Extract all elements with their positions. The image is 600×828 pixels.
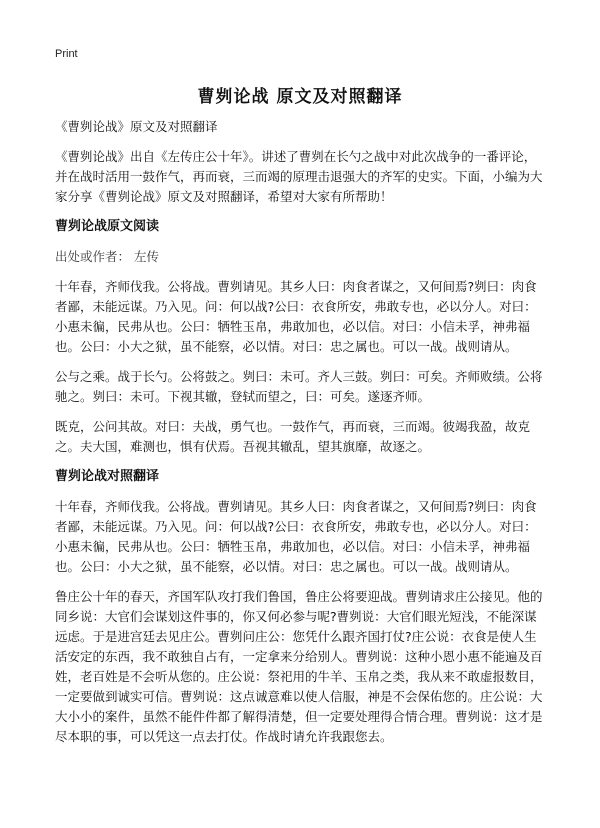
article-subtitle: 《曹刿论战》原文及对照翻译	[55, 119, 218, 134]
original-paragraph: 公与之乘。战于长勺。公将鼓之。刿曰：未可。齐人三鼓。刿曰：可矣。齐师败绩。公将驰之。刿曰：未可。下视其辙，登轼而望之，曰：可矣。遂逐齐师。	[55, 369, 543, 404]
original-paragraph: 十年春，齐师伐我。公将战。曹刿请见。其乡人曰：肉食者谋之，又何间焉?刿曰：肉食者鄙，未能远谋。乃入见。问：何以战?公曰：衣食所安，弗敢专也，必以分人。对曰：小惠未徧，民弗从也。公曰：牺牲玉帛，弗敢加也，必以信。对曰：小信未孚，神弗福也。公曰：小大之狱，虽不能察，必以情。对曰：忠之属也。可以一战。战则请从。	[55, 279, 537, 354]
translation-original-paragraph: 十年春，齐师伐我。公将战。曹刿请见。其乡人曰：肉食者谋之，又何间焉?刿曰：肉食者鄙，未能远谋。乃入见。问：何以战?公曰：衣食所安，弗敢专也，必以分人。对曰：小惠未徧，民弗从也。公曰：牺牲玉帛，弗敢加也，必以信。对曰：小信未孚，神弗福也。公曰：小大之狱，虽不能察，必以情。对曰：忠之属也。可以一战。战则请从。	[55, 499, 537, 574]
section-heading-original: 曹刿论战原文阅读	[55, 219, 160, 234]
translation-paragraph: 鲁庄公十年的春天，齐国军队攻打我们鲁国，鲁庄公将要迎战。曹刿请求庄公接见。他的同乡说：大官们会谋划这件事的，你又何必参与呢?曹刿说：大官们眼光短浅，不能深谋远虑。于是进宫廷去见庄公。曹刿问庄公：您凭什么跟齐国打仗?庄公说：衣食是使人生活安定的东西，我不敢独自占有，一定拿来分给别人。曹刿说：这种小恩小惠不能遍及百姓，老百姓是不会听从您的。庄公说：祭祀用的牛羊、玉帛之类，我从来不敢虚报数目，一定要做到诚实可信。曹刿说：这点诚意难以使人信服，神是不会保佑您的。庄公说：大大小小的案件，虽然不能件件都了解得清楚，但一定要处理得合情合理。曹刿说：这才是尽本职的事，可以凭这一点去打仗。作战时请允许我跟您去。	[55, 589, 543, 744]
print-link[interactable]: Print	[55, 48, 78, 60]
page-title: 曹刿论战 原文及对照翻译	[197, 87, 403, 107]
original-paragraph: 既克，公问其故。对曰：夫战，勇气也。一鼓作气，再而衰，三而竭。彼竭我盈，故克之。夫大国，难测也，惧有伏焉。吾视其辙乱，望其旗靡，故逐之。	[55, 419, 531, 454]
article-body	[55, 117, 545, 757]
source-line: 出处或作者： 左传	[55, 249, 159, 264]
section-heading-translation: 曹刿论战对照翻译	[55, 469, 160, 484]
article-summary: 《曹刿论战》出自《左传庄公十年》。讲述了曹刿在长勺之战中对此次战争的一番评论，并在战时活用一鼓作气，再而衰，三而竭的原理击退强大的齐军的史实。下面，小编为大家分享《曹刿论战》原文及对照翻译，希望对大家有所帮助！	[55, 149, 543, 204]
